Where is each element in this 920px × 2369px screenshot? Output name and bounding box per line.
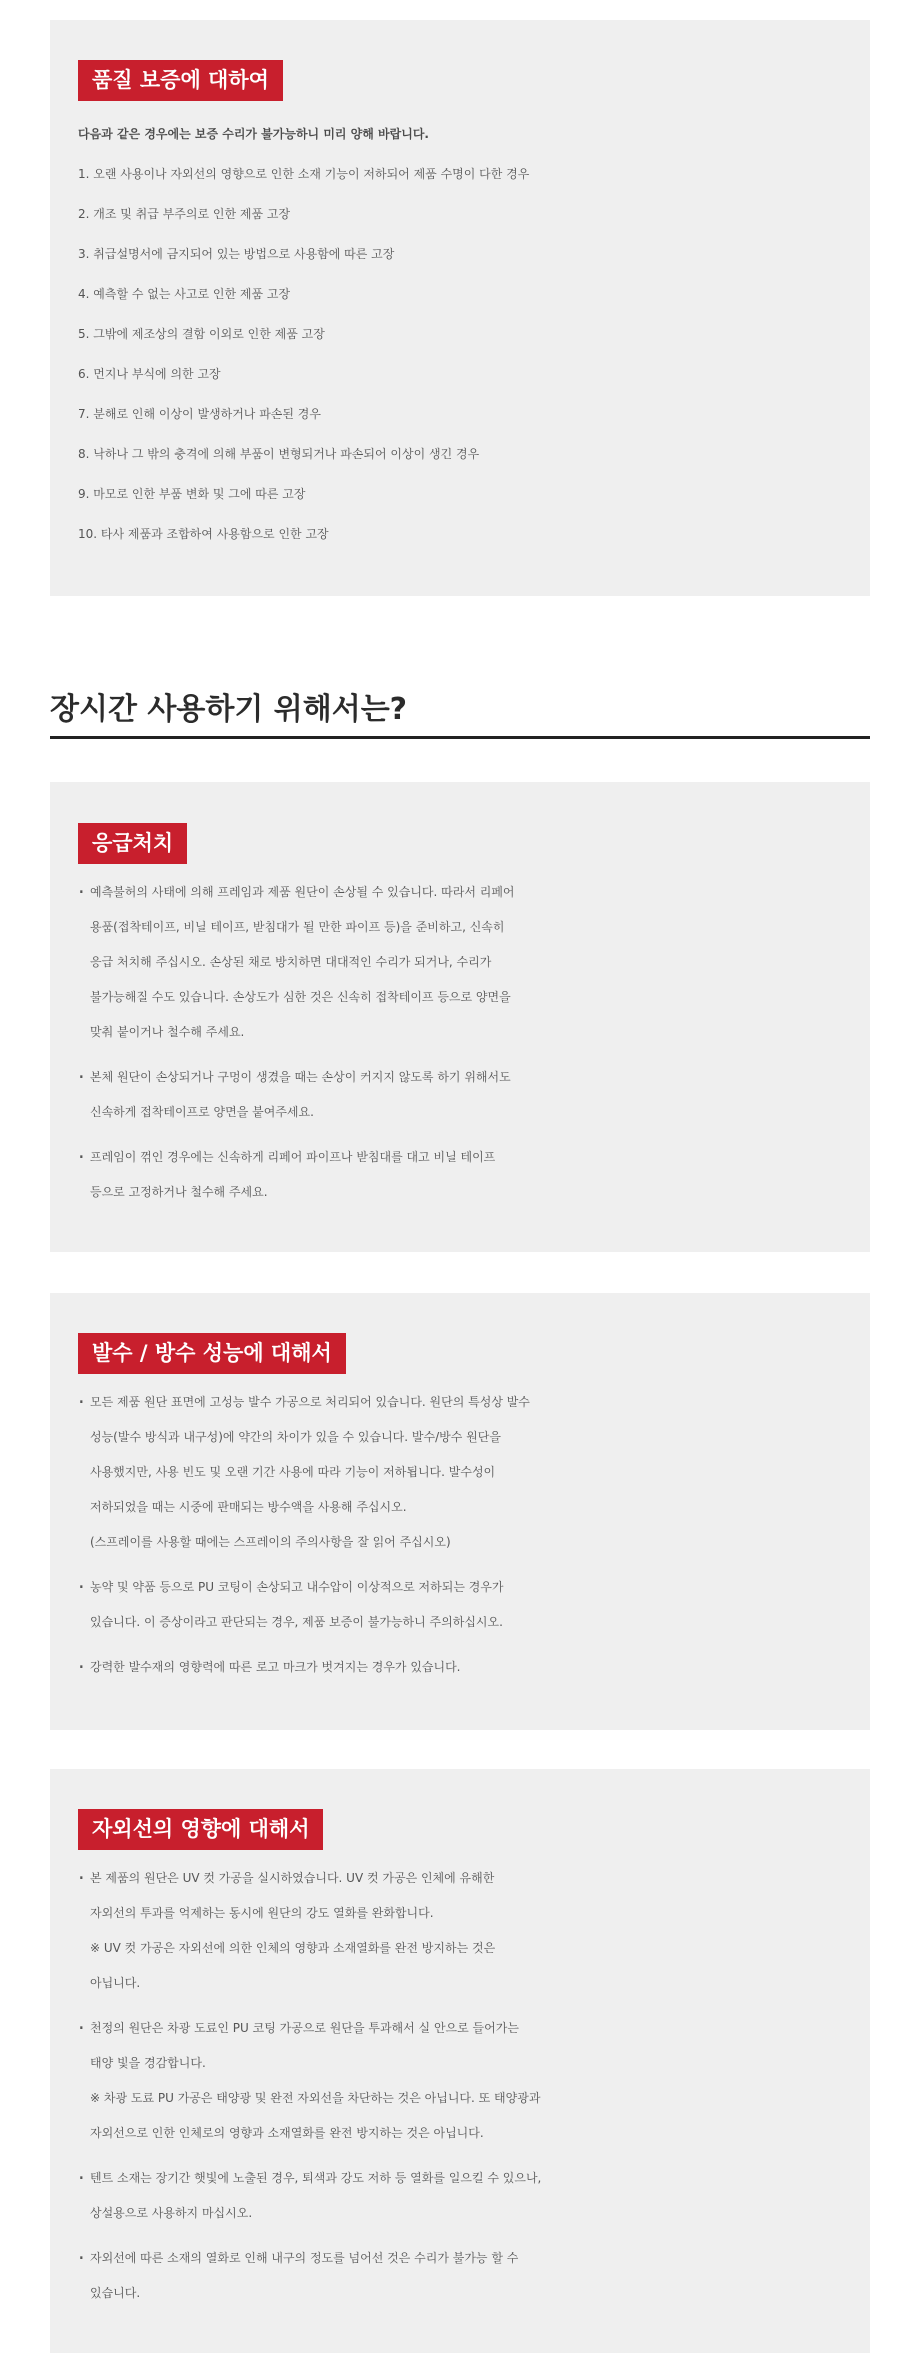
bullet-line: 응급 처치해 주십시오. 손상된 채로 방치하면 대대적인 수리가 되거나, 수리가: [90, 955, 492, 969]
bullet-line: (스프레이를 사용할 때에는 스프레이의 주의사항을 잘 읽어 주십시오): [90, 1535, 451, 1549]
bullet-line: 용품(접착테이프, 비닐 테이프, 받침대가 될 만한 파이프 등)을 준비하고, 신속히: [90, 920, 505, 934]
bullet-line: · 강력한 발수재의 영향력에 따른 로고 마크가 벗겨지는 경우가 있습니다.: [90, 1660, 461, 1674]
bullet-item: [78, 1060, 870, 1130]
bullet-item: [78, 1570, 870, 1640]
long-term-use-heading: 장시간 사용하기 위해서는?: [50, 684, 870, 739]
water-repellency-section: [50, 1293, 870, 1730]
quality-warranty-section: [50, 20, 870, 596]
list-item: 10. 타사 제품과 조합하여 사용함으로 인한 고장: [78, 527, 329, 541]
water-repellency-bullets: [78, 1385, 870, 1685]
bullet-line: ※ 차광 도료 PU 가공은 태양광 및 완전 자외선을 차단하는 것은 아닙니다. 또 태양광과: [90, 2091, 541, 2105]
list-item: 2. 개조 및 취급 부주의로 인한 제품 고장: [78, 207, 291, 221]
bullet-line: · 예측불허의 사태에 의해 프레임과 제품 원단이 손상될 수 있습니다. 따라서 리페어: [90, 885, 515, 899]
bullet-item: [78, 1650, 870, 1685]
uv-bullets: [78, 1861, 870, 2311]
bullet-line: 저하되었을 때는 시중에 판매되는 방수액을 사용해 주십시오.: [90, 1500, 407, 1514]
list-item: 9. 마모로 인한 부품 변화 및 그에 따른 고장: [78, 487, 306, 501]
bullet-line: 불가능해질 수도 있습니다. 손상도가 심한 것은 신속히 접착테이프 등으로 양면을: [90, 990, 511, 1004]
quality-warranty-lead: 다음과 같은 경우에는 보증 수리가 불가능하니 미리 양해 바랍니다.: [78, 127, 429, 141]
list-item: 8. 낙하나 그 밖의 충격에 의해 부품이 변형되거나 파손되어 이상이 생긴 경우: [78, 447, 480, 461]
list-item: 5. 그밖에 제조상의 결함 이외로 인한 제품 고장: [78, 327, 325, 341]
bullet-item: [78, 1385, 870, 1560]
bullet-line: · 농약 및 약품 등으로 PU 코팅이 손상되고 내수압이 이상적으로 저하되는 경우가: [90, 1580, 504, 1594]
bullet-line: · 프레임이 꺾인 경우에는 신속하게 리페어 파이프나 받침대를 대고 비닐 테이프: [90, 1150, 496, 1164]
uv-title: 자외선의 영향에 대해서: [78, 1809, 323, 1850]
emergency-section: [50, 782, 870, 1252]
bullet-line: · 텐트 소재는 장기간 햇빛에 노출된 경우, 퇴색과 강도 저하 등 열화를 일으킬 수 있으나,: [90, 2171, 542, 2185]
list-item: 4. 예측할 수 없는 사고로 인한 제품 고장: [78, 287, 291, 301]
bullet-line: · 자외선에 따른 소재의 열화로 인해 내구의 정도를 넘어선 것은 수리가 불가능 할 수: [90, 2251, 519, 2265]
bullet-item: [78, 2011, 870, 2151]
water-repellency-title: 발수 / 방수 성능에 대해서: [78, 1333, 346, 1374]
bullet-line: 사용했지만, 사용 빈도 및 오랜 기간 사용에 따라 기능이 저하됩니다. 발수성이: [90, 1465, 496, 1479]
bullet-line: 상설용으로 사용하지 마십시오.: [90, 2206, 253, 2220]
bullet-line: 아닙니다.: [90, 1976, 141, 1990]
bullet-line: · 모든 제품 원단 표면에 고성능 발수 가공으로 처리되어 있습니다. 원단의 특성상 발수: [90, 1395, 530, 1409]
bullet-item: [78, 2161, 870, 2231]
quality-warranty-title: 품질 보증에 대하여: [78, 60, 283, 101]
bullet-line: 성능(발수 방식과 내구성)에 약간의 차이가 있을 수 있습니다. 발수/방수 원단을: [90, 1430, 501, 1444]
list-item: 3. 취급설명서에 금지되어 있는 방법으로 사용함에 따른 고장: [78, 247, 395, 261]
emergency-title: 응급처치: [78, 823, 187, 864]
bullet-item: [78, 2241, 870, 2311]
list-item: 7. 분해로 인해 이상이 발생하거나 파손된 경우: [78, 407, 321, 421]
bullet-line: · 천정의 원단은 차광 도료인 PU 코팅 가공으로 원단을 투과해서 실 안으로 들어가는: [90, 2021, 519, 2035]
bullet-line: 등으로 고정하거나 철수해 주세요.: [90, 1185, 268, 1199]
bullet-line: 맞춰 붙이거나 철수해 주세요.: [90, 1025, 245, 1039]
bullet-line: 있습니다.: [90, 2286, 141, 2300]
bullet-line: 자외선으로 인한 인체로의 영향과 소재열화를 완전 방지하는 것은 아닙니다.: [90, 2126, 484, 2140]
bullet-line: ※ UV 컷 가공은 자외선에 의한 인체의 영향과 소재열화를 완전 방지하는 것은: [90, 1941, 496, 1955]
quality-warranty-list: [78, 154, 870, 554]
emergency-bullets: [78, 875, 870, 1210]
bullet-line: 태양 빛을 경감합니다.: [90, 2056, 206, 2070]
list-item: 6. 먼지나 부식에 의한 고장: [78, 367, 221, 381]
bullet-item: [78, 1140, 870, 1210]
uv-section: [50, 1769, 870, 2353]
bullet-line: · 본 제품의 원단은 UV 컷 가공을 실시하였습니다. UV 컷 가공은 인체에 유해한: [90, 1871, 495, 1885]
list-item: 1. 오랜 사용이나 자외선의 영향으로 인한 소재 기능이 저하되어 제품 수명이 다한 경우: [78, 167, 530, 181]
bullet-line: · 본체 원단이 손상되거나 구멍이 생겼을 때는 손상이 커지지 않도록 하기 위해서도: [90, 1070, 511, 1084]
bullet-item: [78, 1861, 870, 2001]
bullet-line: 자외선의 투과를 억제하는 동시에 원단의 강도 열화를 완화합니다.: [90, 1906, 434, 1920]
bullet-line: 신속하게 접착테이프로 양면을 붙여주세요.: [90, 1105, 314, 1119]
bullet-item: [78, 875, 870, 1050]
bullet-line: 있습니다. 이 증상이라고 판단되는 경우, 제품 보증이 불가능하니 주의하십시오.: [90, 1615, 503, 1629]
